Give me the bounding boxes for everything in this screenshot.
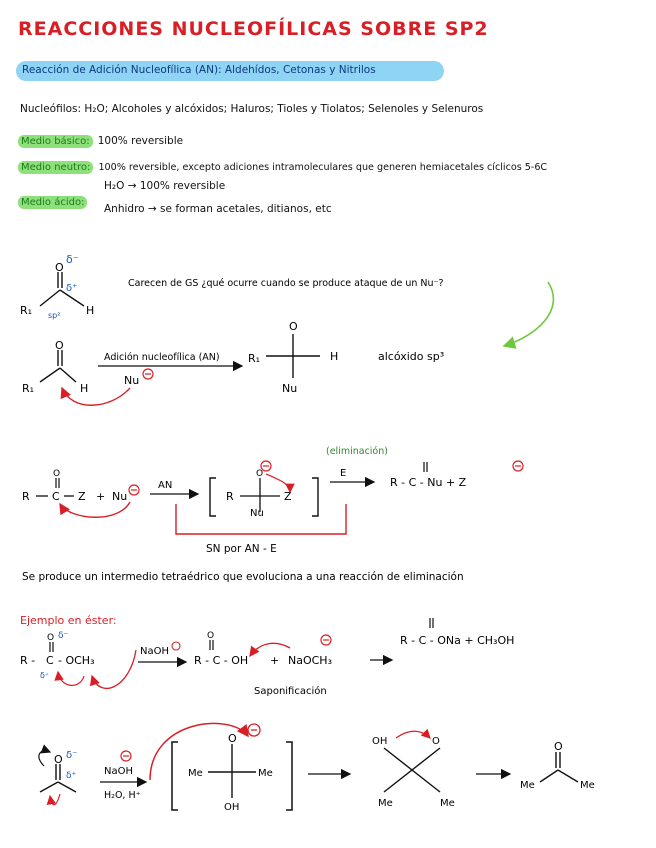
svg-text:δ⁻: δ⁻ [58, 631, 69, 641]
carbonyl-attack-structure [22, 339, 153, 405]
hydration-reagent-1: NaOH [104, 766, 133, 777]
nu-label: Nu [124, 374, 140, 387]
an-label: AN [158, 480, 173, 491]
neutral-medium-label: Medio neutro: [18, 161, 93, 174]
svg-text:H: H [80, 382, 89, 395]
ester-example-label: Ejemplo en éster: [20, 614, 117, 627]
alkoxide-structure [248, 320, 338, 395]
acyl-substrate [22, 469, 139, 517]
svg-text:OH: OH [224, 802, 240, 813]
page-title: REACCIONES NUCLEOFÍLICAS SOBRE SP2 [18, 18, 489, 40]
svg-text:Nu: Nu [282, 382, 298, 395]
ester-product: R - C - ONa + CH₃OH [400, 634, 515, 647]
svg-text:R: R [226, 490, 234, 503]
svg-text:O: O [54, 753, 63, 766]
svg-text:Nu: Nu [112, 490, 128, 503]
svg-text:Me: Me [188, 768, 203, 779]
carbonyl-structure [20, 253, 94, 320]
svg-text:Me: Me [580, 780, 595, 791]
h-label: H [86, 304, 95, 317]
svg-text:Z: Z [284, 490, 292, 503]
r1-label: R₁ [20, 304, 33, 317]
e-label: E [340, 468, 347, 479]
svg-text:R₁: R₁ [22, 382, 35, 395]
cyclic-elimination-structure [372, 731, 455, 809]
svg-text:O: O [207, 631, 215, 641]
svg-text:O: O [289, 320, 298, 333]
addition-label: Adición nucleofílica (AN) [104, 352, 220, 363]
svg-text:δ⁺: δ⁺ [66, 771, 77, 781]
svg-text:R -: R - [20, 654, 36, 667]
svg-text:O: O [53, 469, 61, 479]
svg-text:- OCH₃: - OCH₃ [58, 654, 95, 667]
sn-product: R - C - Nu + Z [390, 476, 467, 489]
svg-text:Me: Me [440, 798, 455, 809]
sp2-label: sp² [48, 311, 61, 320]
svg-text:H: H [330, 350, 339, 363]
nucleophiles-line: Nucleófilos: H₂O; Alcoholes y alcóxidos; Haluros; Tioles y Tiolatos; Selenoles y Selenuros [20, 103, 484, 115]
alkoxide-label: alcóxido sp³ [378, 350, 445, 363]
basic-medium-text: 100% reversible [97, 135, 184, 147]
svg-text:O: O [47, 633, 55, 643]
svg-text:O: O [55, 339, 64, 352]
acid-medium-label: Medio ácido: [18, 196, 87, 209]
acetone-structure [39, 750, 78, 805]
neutral-medium-text: 100% reversible, excepto adiciones intramoleculares que generen hemiacetales cíclicos 5-6C [98, 162, 548, 173]
ester-intermediate: R - C - OH [194, 654, 249, 667]
basic-medium-label: Medio básico: [18, 135, 93, 148]
sn-label: SN por AN - E [206, 543, 277, 555]
svg-text:R₁: R₁ [248, 352, 261, 365]
svg-text:Me: Me [258, 768, 273, 779]
acid-medium-line1: H₂O → 100% reversible [104, 180, 226, 192]
naoch3-label: NaOCH₃ [288, 654, 332, 667]
subtitle: Reacción de Adición Nucleofílica (AN): Aldehídos, Cetonas y Nitrilos [22, 64, 376, 76]
svg-text:δ⁺: δ⁺ [40, 671, 50, 680]
nucleophile-question: Carecen de GS ¿qué ocurre cuando se produce ataque de un Nu⁻? [128, 278, 444, 289]
intermediate-summary: Se produce un intermedio tetraédrico que evoluciona a una reacción de eliminación [22, 571, 464, 583]
gem-diol-intermediate [188, 732, 273, 813]
delta-minus-label: δ⁻ [66, 253, 79, 266]
acid-medium-line2: Anhidro → se forman acetales, ditianos, etc [104, 203, 332, 215]
tetrahedral-intermediate [210, 461, 318, 519]
oxygen-label: O [55, 261, 64, 274]
acetone-product [520, 740, 595, 791]
svg-text:C: C [52, 490, 60, 503]
svg-text:Me: Me [520, 780, 535, 791]
elimination-label: (eliminación) [326, 446, 388, 457]
saponification-label: Saponificación [254, 686, 327, 697]
svg-text:δ⁻: δ⁻ [66, 750, 78, 761]
svg-text:O: O [228, 732, 237, 745]
svg-text:Z: Z [78, 490, 86, 503]
delta-plus-label: δ⁺ [66, 283, 78, 294]
svg-text:C: C [46, 654, 54, 667]
svg-text:O: O [256, 469, 264, 479]
svg-text:R: R [22, 490, 30, 503]
svg-text:O: O [432, 736, 440, 747]
ester-reagent: NaOH [140, 646, 169, 657]
hydration-reagent-2: H₂O, H⁺ [104, 790, 141, 801]
red-attack-arrow [62, 388, 130, 405]
ester-structure [20, 631, 95, 685]
svg-text:+: + [270, 654, 280, 667]
green-curved-arrow [504, 282, 553, 346]
svg-text:Nu: Nu [250, 508, 264, 519]
svg-text:OH: OH [372, 736, 388, 747]
svg-text:Me: Me [378, 798, 393, 809]
svg-text:O: O [554, 740, 563, 753]
svg-text:+: + [96, 490, 106, 503]
